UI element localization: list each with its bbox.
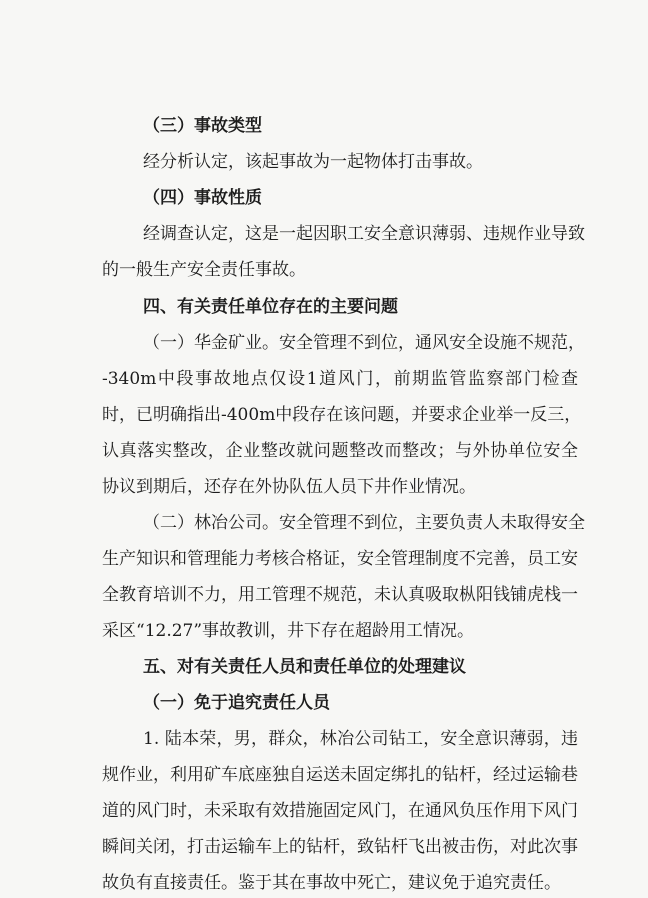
section-heading-five: 五、对有关责任人员和责任单位的处理建议 [143,657,466,677]
heading-accident-nature: （四）事故性质 [143,188,262,208]
section-heading-four: 四、有关责任单位存在的主要问题 [143,297,398,317]
paragraph-line: 规作业，利用矿车底座独自运送未固定绑扎的钻杆，经过运输巷 [102,765,578,785]
subheading-exempt-personnel: （一）免于追究责任人员 [143,693,330,713]
paragraph-line: 认真落实整改，企业整改就问题整改而整改；与外协单位安全 [102,441,578,461]
paragraph-line: 的一般生产安全责任事故。 [102,260,306,280]
paragraph-line: 道的风门时，未采取有效措施固定风门，在通风负压作用下风门 [102,801,578,821]
paragraph-line: 生产知识和管理能力考核合格证，安全管理制度不完善，员工安 [102,549,578,569]
paragraph-line: 1. 陆本荣，男，群众，林冶公司钻工，安全意识薄弱，违 [143,729,578,749]
paragraph-line: 瞬间关闭，打击运输车上的钻杆，致钻杆飞出被击伤，对此次事 [102,837,578,857]
paragraph-line: （二）林冶公司。安全管理不到位，主要负责人未取得安全 [143,513,585,533]
heading-accident-type: （三）事故类型 [143,116,262,136]
paragraph-line: 采区“12.27”事故教训，井下存在超龄用工情况。 [102,621,475,641]
paragraph-line: 经分析认定，该起事故为一起物体打击事故。 [143,152,483,172]
paragraph-line: 协议到期后，还存在外协队伍人员下井作业情况。 [102,477,476,497]
paragraph-line: 时，已明确指出-400m中段存在该问题，并要求企业举一反三， [102,405,582,425]
paragraph-line: 全教育培训不力，用工管理不规范，未认真吸取枞阳钱铺虎栈一 [102,585,578,605]
paragraph-line: 经调查认定，这是一起因职工安全意识薄弱、违规作业导致 [143,224,585,244]
paragraph-line: （一）华金矿业。安全管理不到位，通风安全设施不规范， [143,333,585,353]
paragraph-line: 故负有直接责任。鉴于其在事故中死亡，建议免于追究责任。 [102,873,561,893]
paragraph-line: -340m中段事故地点仅设1道风门，前期监管监察部门检查 [102,369,578,389]
